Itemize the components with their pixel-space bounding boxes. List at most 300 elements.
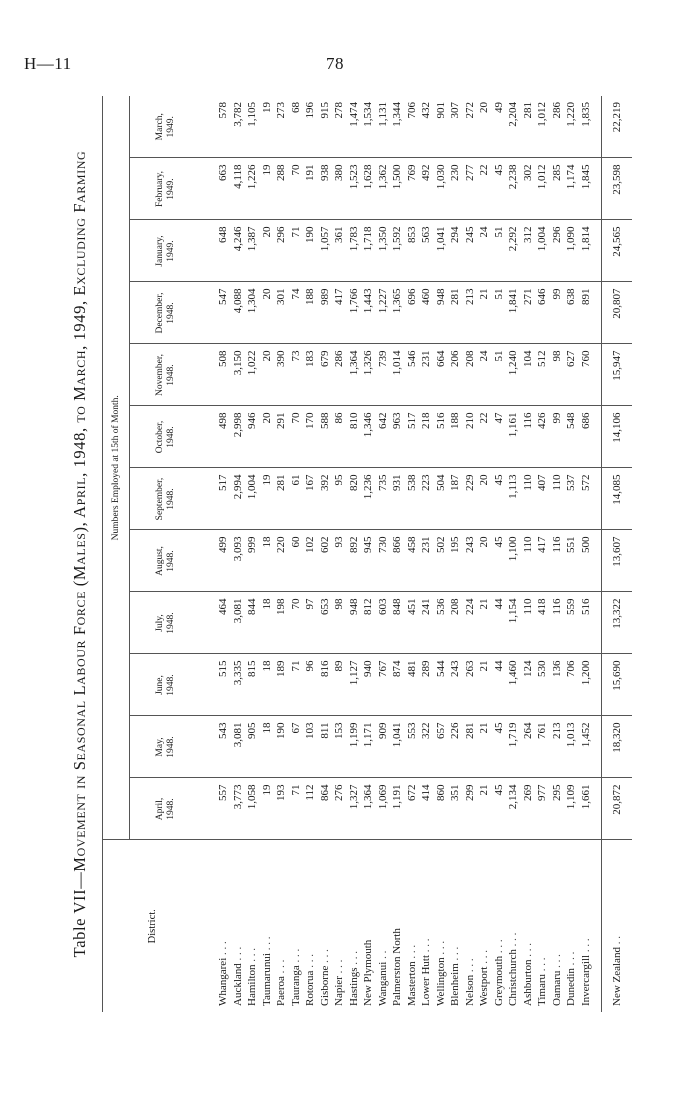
- value-cell: 417: [535, 530, 550, 592]
- month-header: [130, 220, 203, 282]
- value-cell: 1,090: [564, 220, 579, 282]
- value-cell: 812: [361, 592, 376, 654]
- value-cell: 1,154: [506, 592, 521, 654]
- value-cell: 860: [434, 778, 449, 840]
- month-year: 1948.: [166, 612, 176, 634]
- rotated-table-block: [70, 96, 670, 1012]
- value-cell: 190: [274, 716, 289, 778]
- value-cell: 414: [419, 778, 434, 840]
- district-cell: [332, 840, 347, 1012]
- table-row: [521, 96, 536, 1012]
- table-row: [245, 96, 260, 1012]
- value-cell: 3,335: [231, 654, 246, 716]
- value-cell: 301: [274, 282, 289, 344]
- value-cell: 1,364: [347, 344, 362, 406]
- value-cell: 45: [492, 530, 507, 592]
- value-cell: 1,161: [506, 406, 521, 468]
- table-row: [303, 96, 318, 1012]
- value-cell: 417: [332, 282, 347, 344]
- value-cell: 1,346: [361, 406, 376, 468]
- leader-dots: . . .: [565, 951, 577, 969]
- value-cell: 276: [332, 778, 347, 840]
- value-cell: 548: [564, 406, 579, 468]
- value-cell: 229: [463, 468, 478, 530]
- table-body: [202, 96, 632, 1012]
- district-cell: [602, 840, 633, 1012]
- value-cell: 820: [347, 468, 362, 530]
- value-cell: 112: [303, 778, 318, 840]
- value-cell: 392: [318, 468, 333, 530]
- value-cell: 3,081: [231, 716, 246, 778]
- value-cell: 277: [463, 158, 478, 220]
- value-cell: 20: [477, 468, 492, 530]
- district-name: Oamaru: [550, 970, 563, 1006]
- value-cell: 696: [405, 282, 420, 344]
- value-cell: 544: [434, 654, 449, 716]
- value-cell: 1,766: [347, 282, 362, 344]
- value-cell: 1,227: [376, 282, 391, 344]
- value-cell: 940: [361, 654, 376, 716]
- value-cell: 21: [477, 282, 492, 344]
- value-cell: 18: [260, 654, 275, 716]
- value-cell: 206: [448, 344, 463, 406]
- table-row: [535, 96, 550, 1012]
- value-cell: 663: [202, 158, 231, 220]
- value-cell: 2,204: [506, 96, 521, 158]
- leader-dots: . . .: [478, 950, 490, 967]
- value-cell: 931: [390, 468, 405, 530]
- district-cell: [202, 840, 231, 1012]
- district-cell: [318, 840, 333, 1012]
- value-cell: 1,326: [361, 344, 376, 406]
- district-cell: [535, 840, 550, 1012]
- value-cell: 98: [332, 592, 347, 654]
- value-cell: 657: [434, 716, 449, 778]
- value-cell: 286: [550, 96, 565, 158]
- value-cell: 286: [332, 344, 347, 406]
- value-cell: 4,118: [231, 158, 246, 220]
- value-cell: 901: [434, 96, 449, 158]
- district-cell: [506, 840, 521, 1012]
- district-name: Invercargill: [579, 954, 592, 1006]
- district-cell: [289, 840, 304, 1012]
- value-cell: 572: [579, 468, 602, 530]
- value-cell: 18,320: [602, 716, 633, 778]
- leader-dots: . . .: [275, 959, 287, 977]
- district-name: Blenheim: [449, 963, 461, 1006]
- value-cell: 963: [390, 406, 405, 468]
- value-cell: 499: [202, 530, 231, 592]
- district-cell: [303, 840, 318, 1012]
- value-cell: 213: [550, 716, 565, 778]
- district-name: New Plymouth: [362, 939, 374, 1006]
- table-row: [202, 96, 231, 1012]
- month-header: [130, 158, 203, 220]
- value-cell: 44: [492, 654, 507, 716]
- leader-dots: . . .: [231, 946, 244, 964]
- month-header: [130, 282, 203, 344]
- district-name: Whangarei: [217, 957, 229, 1006]
- district-name: Rotorua: [304, 970, 316, 1006]
- value-cell: 848: [390, 592, 405, 654]
- value-cell: 291: [274, 406, 289, 468]
- value-cell: 49: [492, 96, 507, 158]
- value-cell: 1,100: [506, 530, 521, 592]
- district-name: Paeroa: [275, 976, 287, 1006]
- value-cell: 302: [521, 158, 536, 220]
- value-cell: 909: [376, 716, 391, 778]
- district-cell: [477, 840, 492, 1012]
- value-cell: 22,219: [602, 96, 633, 158]
- value-cell: 4,246: [231, 220, 246, 282]
- value-cell: 102: [303, 530, 318, 592]
- value-cell: 1,304: [245, 282, 260, 344]
- value-cell: 460: [419, 282, 434, 344]
- month-header: [130, 530, 203, 592]
- value-cell: 245: [463, 220, 478, 282]
- value-cell: 45: [492, 716, 507, 778]
- month-name: August,: [155, 546, 165, 576]
- value-cell: 99: [550, 406, 565, 468]
- total-row: [602, 96, 633, 1012]
- table-row: [405, 96, 420, 1012]
- value-cell: 70: [289, 406, 304, 468]
- leader-dots: . . .: [318, 949, 331, 966]
- value-cell: 502: [434, 530, 449, 592]
- value-cell: 686: [579, 406, 602, 468]
- month-name: October,: [155, 420, 165, 454]
- value-cell: 1,113: [506, 468, 521, 530]
- table-row: [477, 96, 492, 1012]
- value-cell: 646: [535, 282, 550, 344]
- month-year: 1948.: [166, 426, 176, 448]
- value-cell: 946: [245, 406, 260, 468]
- value-cell: 761: [535, 716, 550, 778]
- value-cell: 116: [550, 592, 565, 654]
- district-name: Wellington: [434, 957, 447, 1006]
- value-cell: 1,814: [579, 220, 602, 282]
- month-header: [130, 344, 203, 406]
- value-cell: 1,069: [376, 778, 391, 840]
- leader-dots: . . .: [536, 957, 548, 974]
- value-cell: 504: [434, 468, 449, 530]
- value-cell: 653: [318, 592, 333, 654]
- month-name: May,: [155, 737, 165, 757]
- value-cell: 1,236: [361, 468, 376, 530]
- value-cell: 432: [419, 96, 434, 158]
- value-cell: 811: [318, 716, 333, 778]
- value-cell: 220: [274, 530, 289, 592]
- value-cell: 70: [289, 158, 304, 220]
- value-cell: 1,004: [245, 468, 260, 530]
- value-cell: 20,872: [602, 778, 633, 840]
- month-header: [130, 654, 203, 716]
- value-cell: 938: [318, 158, 333, 220]
- value-cell: 515: [202, 654, 231, 716]
- value-cell: 18: [260, 716, 275, 778]
- month-header: [130, 406, 203, 468]
- value-cell: 999: [245, 530, 260, 592]
- leader-dots: . . .: [449, 946, 461, 964]
- value-cell: 1,174: [564, 158, 579, 220]
- leader-dots: . .: [610, 936, 623, 948]
- value-cell: 627: [564, 344, 579, 406]
- value-cell: 638: [564, 282, 579, 344]
- value-cell: 977: [535, 778, 550, 840]
- value-cell: 208: [463, 344, 478, 406]
- district-cell: [579, 840, 602, 1012]
- value-cell: 1,200: [579, 654, 602, 716]
- value-cell: 45: [492, 158, 507, 220]
- value-cell: 492: [419, 158, 434, 220]
- value-cell: 815: [245, 654, 260, 716]
- district-cell: [231, 840, 246, 1012]
- value-cell: 1,012: [535, 96, 550, 158]
- district-column-header: District.: [103, 840, 203, 1012]
- month-name: January,: [155, 235, 165, 267]
- value-cell: 51: [492, 220, 507, 282]
- leader-dots: . . .: [347, 951, 360, 968]
- value-cell: 187: [448, 468, 463, 530]
- value-cell: 557: [202, 778, 231, 840]
- value-cell: 3,093: [231, 530, 246, 592]
- value-cell: 230: [448, 158, 463, 220]
- district-name: Westport: [478, 966, 490, 1006]
- value-cell: 735: [376, 468, 391, 530]
- district-name: New Zealand: [610, 947, 623, 1006]
- value-cell: 1,344: [390, 96, 405, 158]
- value-cell: 1,220: [564, 96, 579, 158]
- table-row: [361, 96, 376, 1012]
- leader-dots: . . .: [289, 948, 302, 966]
- leader-dots: . .: [376, 950, 389, 962]
- value-cell: 603: [376, 592, 391, 654]
- district-cell: [361, 840, 376, 1012]
- value-cell: 948: [434, 282, 449, 344]
- value-cell: 110: [521, 592, 536, 654]
- value-cell: 361: [332, 220, 347, 282]
- month-name: September,: [155, 477, 165, 521]
- value-cell: 86: [332, 406, 347, 468]
- value-cell: 183: [303, 344, 318, 406]
- table-row: [448, 96, 463, 1012]
- value-cell: 739: [376, 344, 391, 406]
- value-cell: 243: [448, 654, 463, 716]
- district-cell: [260, 840, 275, 1012]
- table-row: [347, 96, 362, 1012]
- value-cell: 2,292: [506, 220, 521, 282]
- district-name: Ashburton: [521, 959, 534, 1006]
- district-name: Lower Hutt: [420, 954, 432, 1006]
- value-cell: 20: [477, 530, 492, 592]
- value-cell: 20,807: [602, 282, 633, 344]
- month-year: 1948.: [166, 798, 176, 820]
- value-cell: 20: [477, 96, 492, 158]
- value-cell: 45: [492, 468, 507, 530]
- value-cell: 989: [318, 282, 333, 344]
- value-cell: 21: [477, 592, 492, 654]
- value-cell: 1,718: [361, 220, 376, 282]
- value-cell: 20: [260, 282, 275, 344]
- month-header: [130, 592, 203, 654]
- value-cell: 418: [535, 592, 550, 654]
- value-cell: 706: [564, 654, 579, 716]
- value-cell: 19: [260, 778, 275, 840]
- value-cell: 99: [550, 282, 565, 344]
- table-title-text: Movement in Seasonal Labour Force (Males), April, 1948, to March, 1949, Excluding Farming: [70, 150, 89, 872]
- value-cell: 1,105: [245, 96, 260, 158]
- value-cell: 1,460: [506, 654, 521, 716]
- value-cell: 648: [202, 220, 231, 282]
- value-cell: 296: [274, 220, 289, 282]
- value-cell: 1,534: [361, 96, 376, 158]
- table-row: [318, 96, 333, 1012]
- district-name: Tauranga: [289, 965, 302, 1006]
- value-cell: 198: [274, 592, 289, 654]
- value-cell: 844: [245, 592, 260, 654]
- month-year: 1948.: [166, 302, 176, 324]
- value-cell: 426: [535, 406, 550, 468]
- leader-dots: . . .: [260, 936, 273, 953]
- value-cell: 296: [550, 220, 565, 282]
- value-cell: 517: [405, 406, 420, 468]
- value-cell: 68: [289, 96, 304, 158]
- page-number: 78: [326, 54, 344, 73]
- value-cell: 97: [303, 592, 318, 654]
- value-cell: 231: [419, 344, 434, 406]
- value-cell: 1,523: [347, 158, 362, 220]
- district-cell: [245, 840, 260, 1012]
- value-cell: 22: [477, 406, 492, 468]
- value-cell: 536: [434, 592, 449, 654]
- value-cell: 891: [579, 282, 602, 344]
- value-cell: 547: [202, 282, 231, 344]
- district-cell: [564, 840, 579, 1012]
- numbers-employed-header: Numbers Employed at 15th of Month.: [103, 96, 130, 840]
- value-cell: 816: [318, 654, 333, 716]
- value-cell: 281: [274, 468, 289, 530]
- table-title: [70, 96, 98, 1012]
- table-row: [274, 96, 289, 1012]
- value-cell: 20: [260, 220, 275, 282]
- leader-dots: . . .: [579, 938, 592, 955]
- district-name: Hamilton: [246, 964, 258, 1006]
- value-cell: 905: [245, 716, 260, 778]
- value-cell: 20: [260, 344, 275, 406]
- district-cell: [521, 840, 536, 1012]
- value-cell: 170: [303, 406, 318, 468]
- value-cell: 866: [390, 530, 405, 592]
- month-header: [130, 778, 203, 840]
- district-cell: [448, 840, 463, 1012]
- leader-dots: . . .: [434, 940, 447, 958]
- month-year: 1948.: [166, 550, 176, 572]
- district-cell: [419, 840, 434, 1012]
- district-name: Hastings: [347, 967, 360, 1006]
- month-year: 1948.: [166, 674, 176, 696]
- value-cell: 1,041: [434, 220, 449, 282]
- district-cell: [492, 840, 507, 1012]
- value-cell: 307: [448, 96, 463, 158]
- leader-dots: . . .: [217, 941, 229, 958]
- value-cell: 67: [289, 716, 304, 778]
- value-cell: 1,058: [245, 778, 260, 840]
- value-cell: 190: [303, 220, 318, 282]
- value-cell: 269: [521, 778, 536, 840]
- month-year: 1948.: [166, 736, 176, 758]
- value-cell: 563: [419, 220, 434, 282]
- value-cell: 1,013: [564, 716, 579, 778]
- district-name: Palmerston North: [391, 928, 403, 1006]
- leader-dots: . . .: [521, 943, 534, 960]
- month-header: [130, 468, 203, 530]
- month-name: March,: [155, 113, 165, 141]
- value-cell: 1,014: [390, 344, 405, 406]
- value-cell: 1,004: [535, 220, 550, 282]
- value-cell: 18: [260, 592, 275, 654]
- value-cell: 1,362: [376, 158, 391, 220]
- value-cell: 1,443: [361, 282, 376, 344]
- table-row: [376, 96, 391, 1012]
- value-cell: 281: [521, 96, 536, 158]
- value-cell: 810: [347, 406, 362, 468]
- value-cell: 1,628: [361, 158, 376, 220]
- value-cell: 1,364: [361, 778, 376, 840]
- district-name: Nelson: [463, 974, 476, 1006]
- value-cell: 1,365: [390, 282, 405, 344]
- district-cell: [376, 840, 391, 1012]
- value-cell: 110: [521, 468, 536, 530]
- value-cell: 196: [303, 96, 318, 158]
- value-cell: 1,592: [390, 220, 405, 282]
- value-cell: 116: [550, 530, 565, 592]
- table-row: [463, 96, 478, 1012]
- district-cell: [347, 840, 362, 1012]
- value-cell: 45: [492, 778, 507, 840]
- value-cell: 543: [202, 716, 231, 778]
- leader-dots: . . .: [405, 944, 418, 962]
- district-name: Masterton: [405, 961, 418, 1006]
- value-cell: 13,322: [602, 592, 633, 654]
- value-cell: 1,835: [579, 96, 602, 158]
- value-cell: 407: [535, 468, 550, 530]
- leader-dots: . . .: [463, 958, 476, 975]
- value-cell: 312: [521, 220, 536, 282]
- value-cell: 537: [564, 468, 579, 530]
- value-cell: 874: [390, 654, 405, 716]
- value-cell: 281: [448, 282, 463, 344]
- month-year: 1949.: [166, 240, 176, 262]
- value-cell: 1,022: [245, 344, 260, 406]
- leader-dots: . . .: [492, 939, 505, 956]
- district-name: Napier: [333, 976, 345, 1006]
- value-cell: 191: [303, 158, 318, 220]
- value-cell: 516: [434, 406, 449, 468]
- value-cell: 71: [289, 654, 304, 716]
- value-cell: 103: [303, 716, 318, 778]
- value-cell: 24: [477, 344, 492, 406]
- value-cell: 61: [289, 468, 304, 530]
- value-cell: 21: [477, 716, 492, 778]
- value-cell: 3,081: [231, 592, 246, 654]
- table-row: [564, 96, 579, 1012]
- value-cell: 3,150: [231, 344, 246, 406]
- value-cell: 21: [477, 654, 492, 716]
- value-cell: 22: [477, 158, 492, 220]
- district-cell: [434, 840, 449, 1012]
- table-title-prefix: Table VII—: [70, 871, 89, 958]
- value-cell: 51: [492, 282, 507, 344]
